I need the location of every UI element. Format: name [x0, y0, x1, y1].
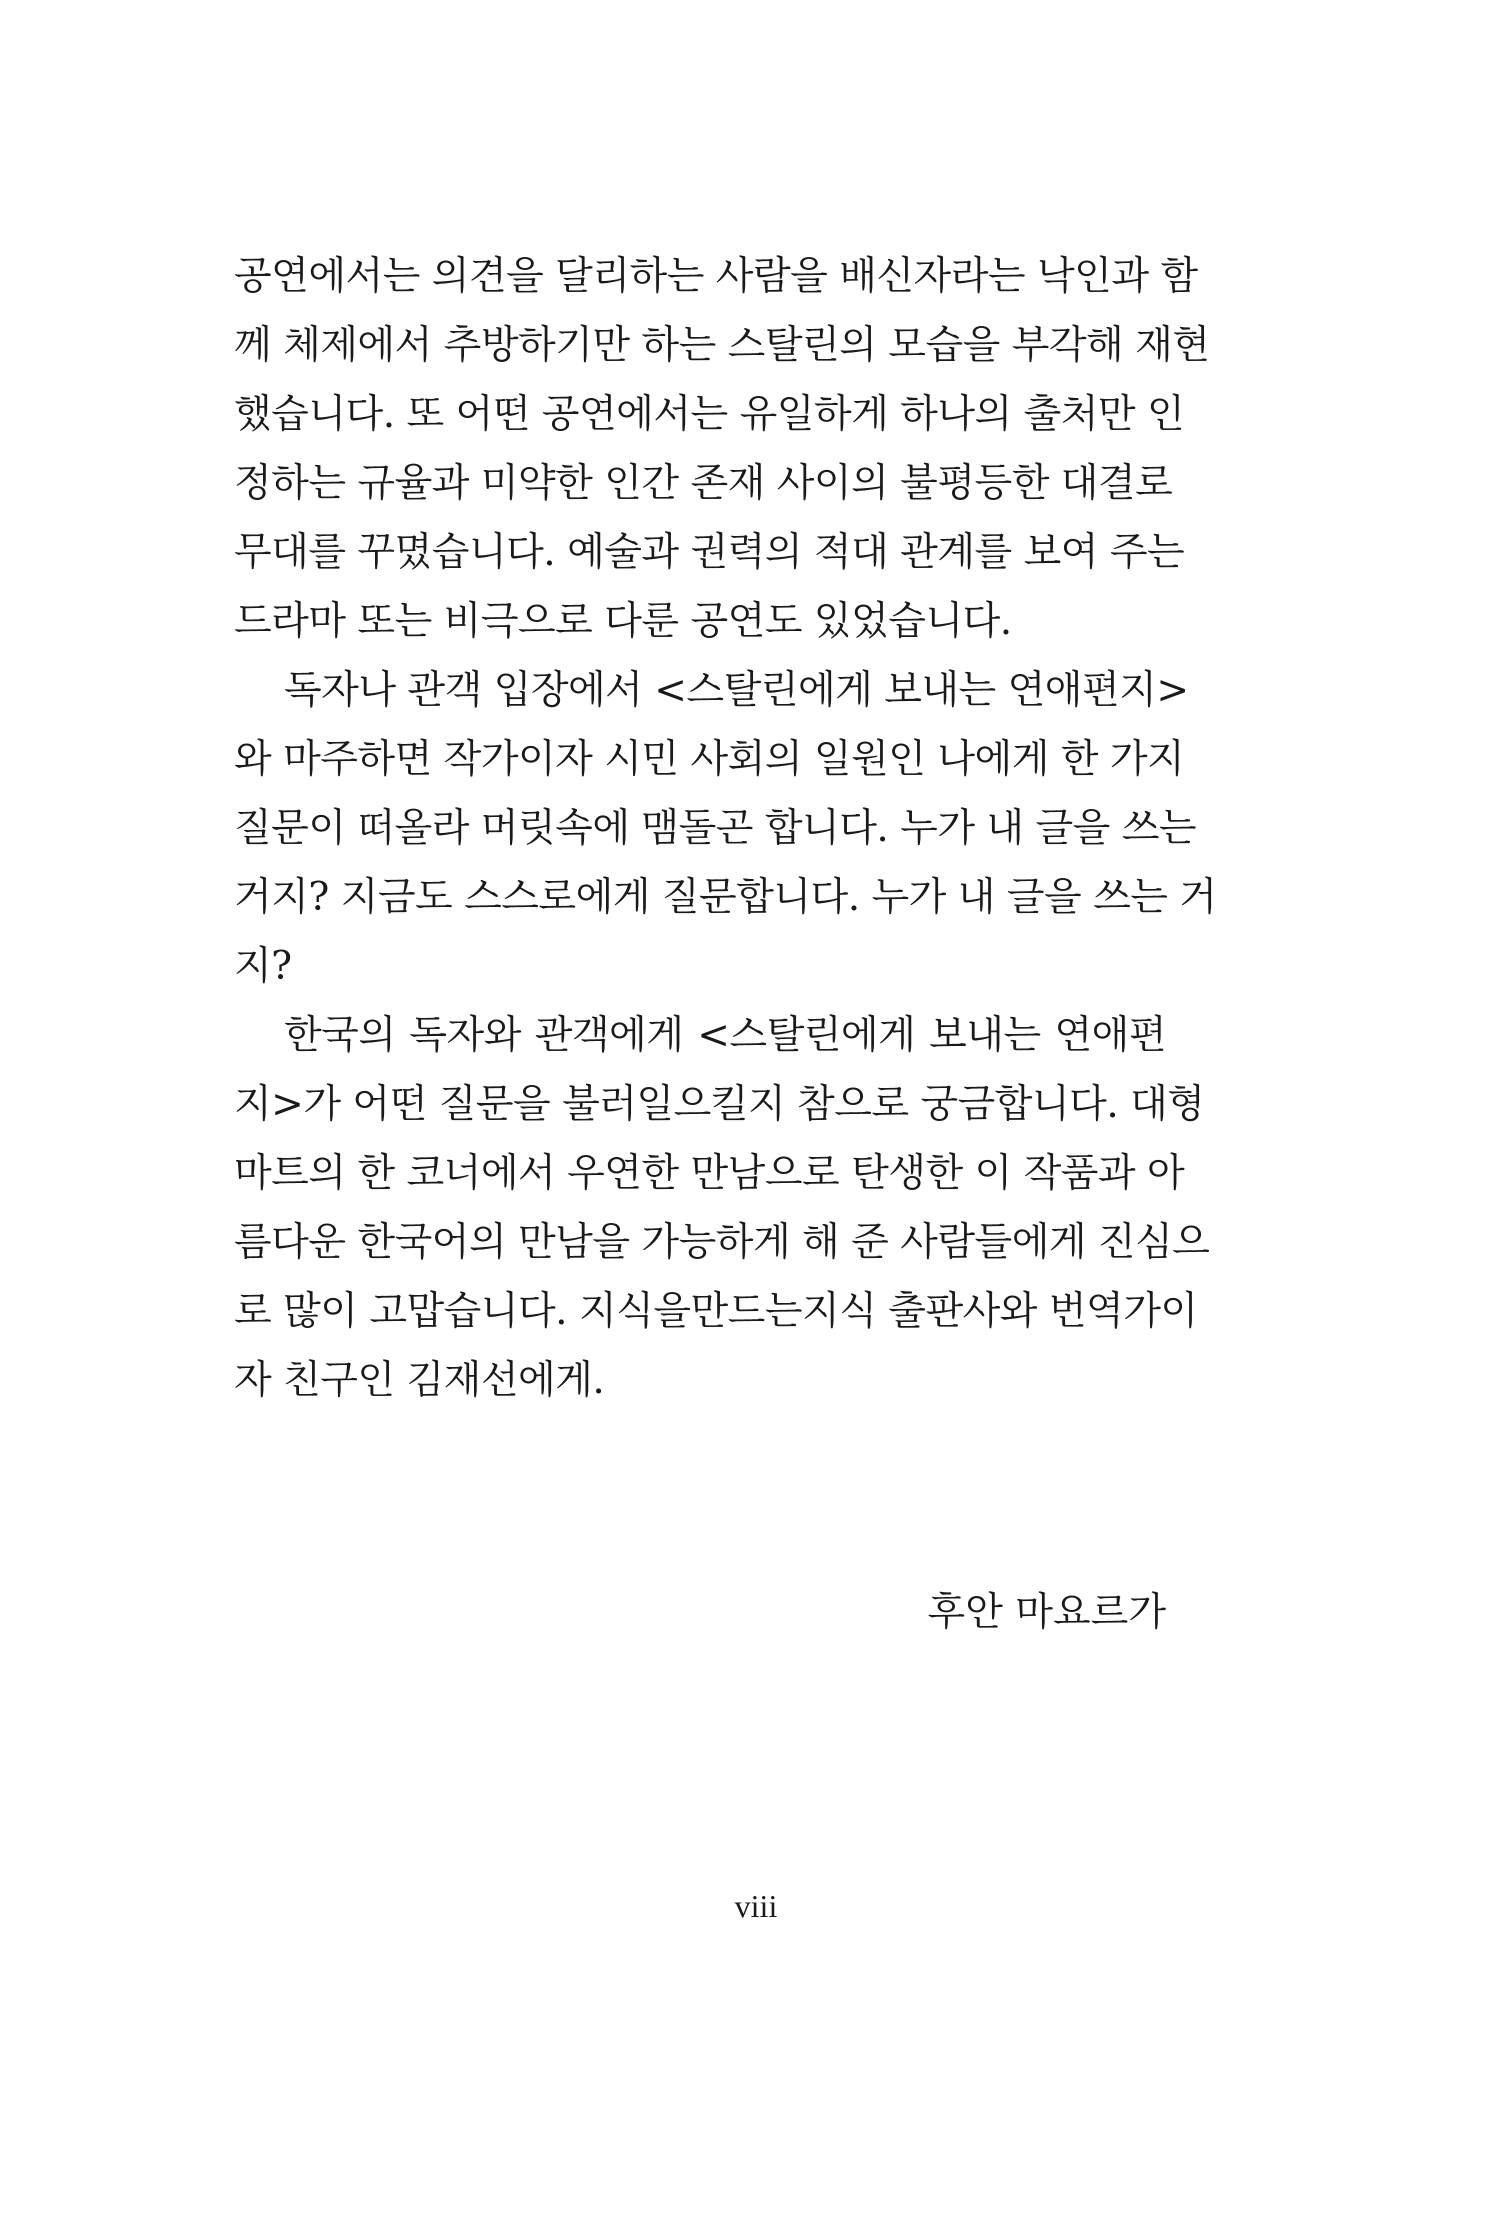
text-line: 했습니다. 또 어떤 공연에서는 유일하게 하나의 출처만 인	[234, 392, 1185, 437]
text-line: 마트의 한 코너에서 우연한 만남으로 탄생한 이 작품과 아	[234, 1151, 1185, 1196]
text-line: 름다운 한국어의 만남을 가능하게 해 준 사람들에게 진심으	[234, 1220, 1210, 1265]
text-line: 한국의 독자와 관객에게 <스탈린에게 보내는 연애편	[284, 1013, 1166, 1058]
text-line: 와 마주하면 작가이자 시민 사회의 일원인 나에게 한 가지	[234, 737, 1185, 782]
text-line: 독자나 관객 입장에서 <스탈린에게 보내는 연애편지>	[284, 668, 1189, 713]
text-line: 께 체제에서 추방하기만 하는 스탈린의 모습을 부각해 재현	[234, 323, 1210, 368]
body-text	[234, 242, 1217, 1415]
page-number: viii	[734, 1888, 778, 1924]
text-line: 공연에서는 의견을 달리하는 사람을 배신자라는 낙인과 함	[234, 254, 1198, 299]
text-line: 드라마 또는 비극으로 다룬 공연도 있었습니다.	[234, 599, 1012, 644]
text-line: 무대를 꾸몄습니다. 예술과 권력의 적대 관계를 보여 주는	[234, 530, 1185, 575]
author-signature: 후안 마요르가	[927, 1590, 1166, 1635]
text-line: 지?	[234, 944, 292, 989]
text-line: 자 친구인 김재선에게.	[234, 1358, 605, 1403]
text-line: 로 많이 고맙습니다. 지식을만드는지식 출판사와 번역가이	[234, 1289, 1198, 1334]
text-line: 지>가 어떤 질문을 불러일으킬지 참으로 궁금합니다. 대형	[234, 1082, 1205, 1127]
text-line: 거지? 지금도 스스로에게 질문합니다. 누가 내 글을 쓰는 거	[234, 875, 1217, 920]
text-line: 질문이 떠올라 머릿속에 맴돌곤 합니다. 누가 내 글을 쓰는	[234, 806, 1197, 851]
text-line: 정하는 규율과 미약한 인간 존재 사이의 불평등한 대결로	[234, 461, 1173, 506]
